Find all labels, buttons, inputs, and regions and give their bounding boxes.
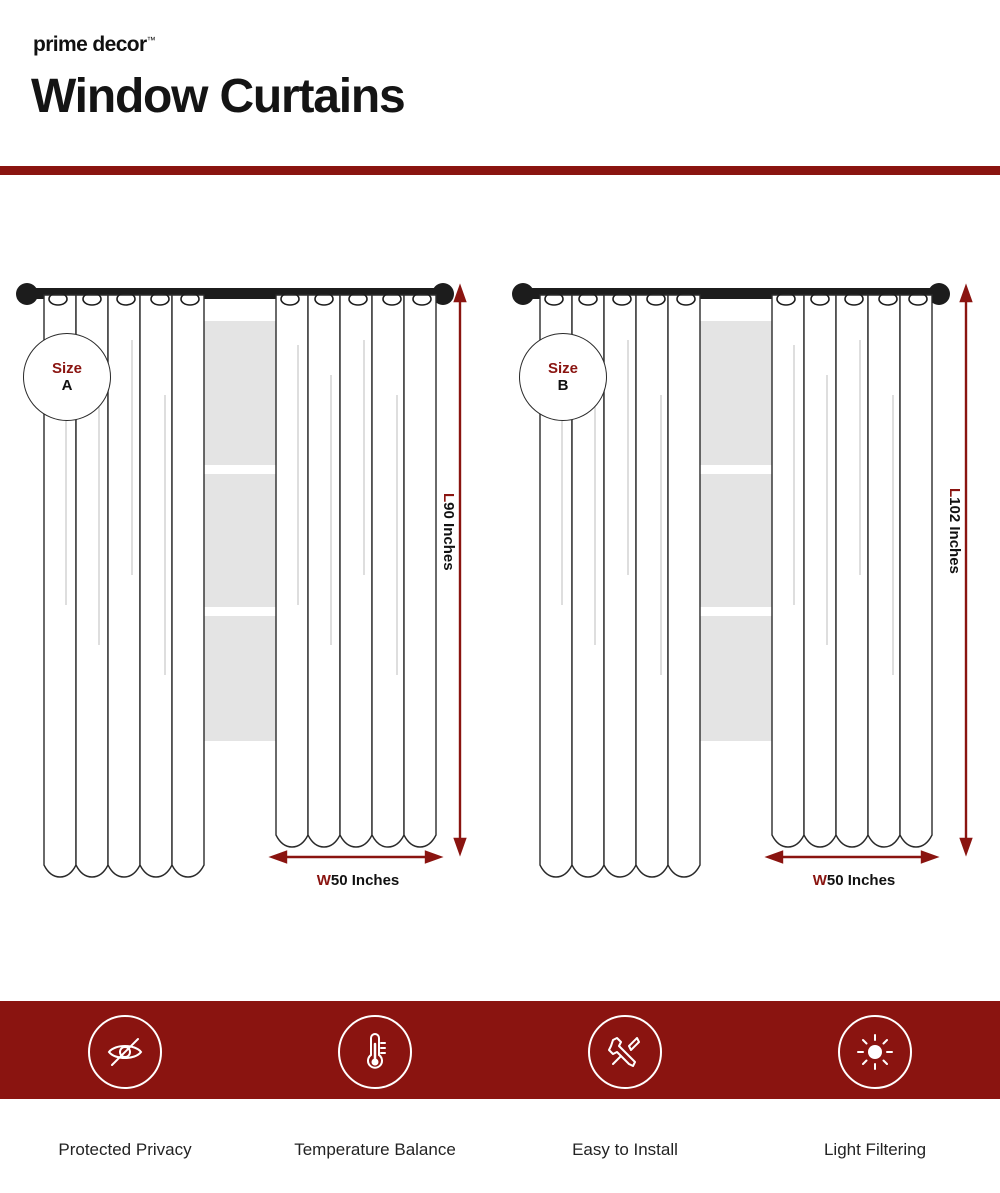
feature-item-light [750, 1001, 1000, 1193]
feature-label-privacy: Protected Privacy [58, 1140, 192, 1159]
feature-item-install [500, 1001, 750, 1193]
eye-slash-icon [88, 1015, 162, 1089]
trademark-symbol: ™ [146, 35, 156, 45]
size-badge-b [519, 333, 607, 421]
size-badge-a [23, 333, 111, 421]
width-prefix-b: W [812, 872, 827, 889]
thermometer-icon [338, 1015, 412, 1089]
feature-item-privacy [0, 1001, 250, 1193]
header-divider [0, 166, 1000, 175]
sun-icon [838, 1015, 912, 1089]
width-prefix-a: W [316, 872, 331, 889]
page-title: Window Curtains [31, 70, 405, 123]
width-label-b [774, 872, 934, 889]
size-badge-label-a: Size [51, 359, 82, 377]
feature-label-light: Light Filtering [823, 1140, 927, 1159]
size-panel-b [500, 175, 1000, 1000]
length-label-b [946, 488, 963, 574]
feature-label-temperature: Temperature Balance [294, 1140, 456, 1159]
width-dimension-b [768, 852, 936, 862]
size-badge-value-a: A [61, 377, 73, 394]
feature-item-temperature [250, 1001, 500, 1193]
brand-logo [33, 33, 156, 57]
width-value-a: 50 Inches [330, 872, 400, 889]
length-prefix-a: L [440, 493, 457, 503]
length-prefix-b: L [946, 488, 963, 498]
width-dimension-a [272, 852, 440, 862]
feature-list [0, 1001, 1000, 1193]
curtain-right-b [772, 295, 932, 847]
size-diagram [0, 175, 1000, 1000]
length-value-a: 90 Inches [440, 502, 457, 571]
curtain-right-a [276, 295, 436, 847]
feature-label-install: Easy to Install [572, 1140, 678, 1159]
size-panel-a [0, 175, 500, 1000]
length-label-a [440, 493, 457, 571]
width-value-b: 50 Inches [826, 872, 896, 889]
size-badge-label-b: Size [547, 359, 578, 377]
length-value-b: 102 Inches [946, 497, 963, 574]
brand-name: prime decor [33, 33, 147, 56]
size-badge-value-b: B [557, 377, 569, 394]
width-label-a [278, 872, 438, 889]
tools-icon [588, 1015, 662, 1089]
